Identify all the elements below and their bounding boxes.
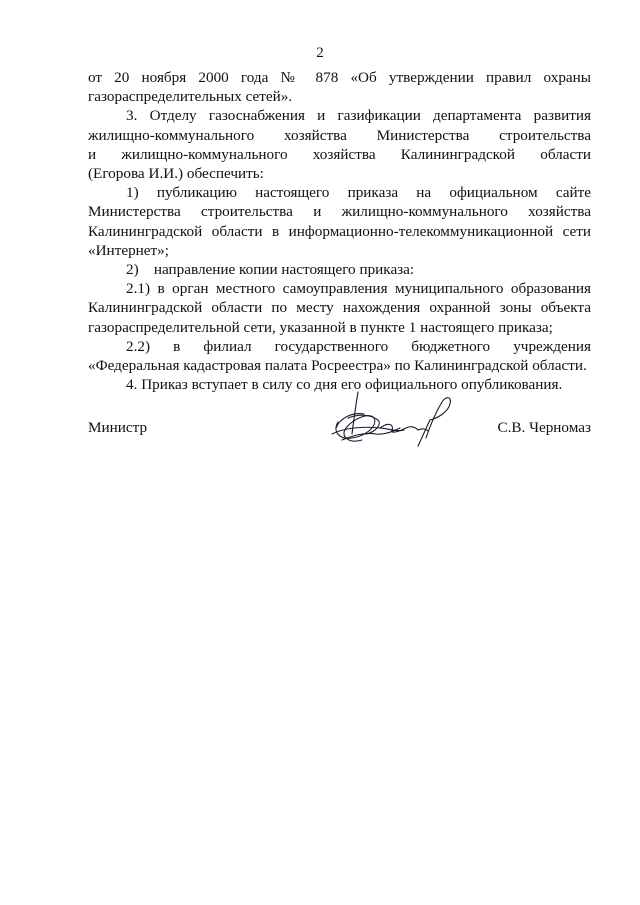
text-line: и жилищно-коммунального хозяйства Калининградской области [88, 145, 591, 163]
text-line: Калининградской области по месту нахождения охранной зоны объекта [88, 299, 591, 317]
text-line: Министерства строительства и жилищно-коммунального хозяйства [88, 203, 591, 221]
text-line: газораспределительной сети, указанной в пункте 1 настоящего приказа; [88, 318, 553, 336]
document-body [88, 68, 591, 394]
signatory-name: С.В. Черномаз [497, 419, 591, 436]
text-line: жилищно-коммунального хозяйства Министерства строительства [88, 126, 591, 144]
text-line: от 20 ноября 2000 года № 878 «Об утверждении правил охраны [88, 69, 591, 86]
text-line: Калининградской области в информационно-телекоммуникационной сети [88, 222, 591, 240]
signatory-position: Министр [88, 419, 148, 436]
text-line: 2) направление копии настоящего приказа: [126, 261, 415, 279]
text-line: 3. Отделу газоснабжения и газификации департамента развития [126, 107, 591, 125]
text-line: (Егорова И.И.) обеспечить: [88, 165, 264, 183]
signature-block [88, 418, 591, 478]
text-line: «Федеральная кадастровая палата Росреестра» по Калининградской области. [88, 357, 587, 375]
text-line: газораспределительных сетей». [88, 88, 293, 106]
text-line: 2.2) в филиал государственного бюджетного учреждения [126, 337, 591, 355]
text-line: 1) публикацию настоящего приказа на официальном сайте [126, 184, 591, 202]
text-line: «Интернет»; [88, 241, 169, 259]
text-line: 2.1) в орган местного самоуправления муниципального образования [126, 280, 591, 298]
handwritten-signature [318, 388, 468, 458]
page-number: 2 [316, 45, 324, 61]
text-line: 4. Приказ вступает в силу со дня его официального опубликования. [126, 376, 563, 394]
